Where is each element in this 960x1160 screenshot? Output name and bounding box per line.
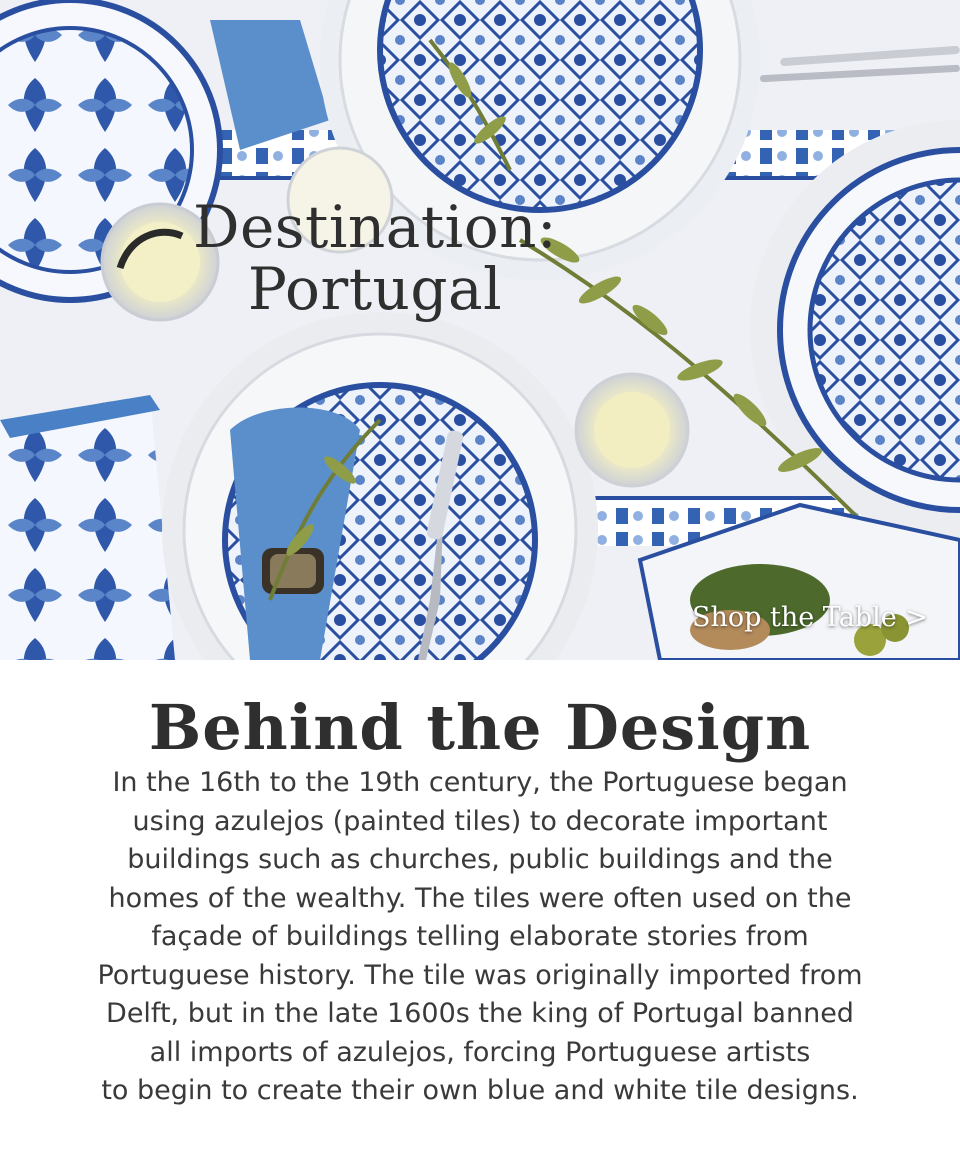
body-line: buildings such as churches, public buildings and the (127, 844, 833, 875)
body-line: to begin to create their own blue and white tile designs. (101, 1075, 859, 1106)
section-heading: Behind the Design (148, 691, 812, 764)
body-line: Delft, but in the late 1600s the king of Portugal banned (106, 998, 854, 1029)
body-line: In the 16th to the 19th century, the Portuguese began (112, 767, 848, 798)
body-line: all imports of azulejos, forcing Portuguese artists (149, 1036, 811, 1068)
body-paragraph (30, 764, 930, 1111)
hero-title-line-2: Portugal (247, 255, 503, 323)
hero-title-line-1: Destination: (192, 193, 558, 261)
body-line: using azulejos (painted tiles) to decorate important (132, 805, 828, 837)
shop-the-table-link[interactable]: Shop the Table > (692, 602, 928, 633)
body-line: homes of the wealthy. The tiles were often used on the (108, 882, 852, 914)
hero-title (150, 193, 600, 323)
body-line: façade of buildings telling elaborate stories from (151, 921, 809, 952)
body-line: Portuguese history. The tile was originally imported from (97, 959, 863, 991)
